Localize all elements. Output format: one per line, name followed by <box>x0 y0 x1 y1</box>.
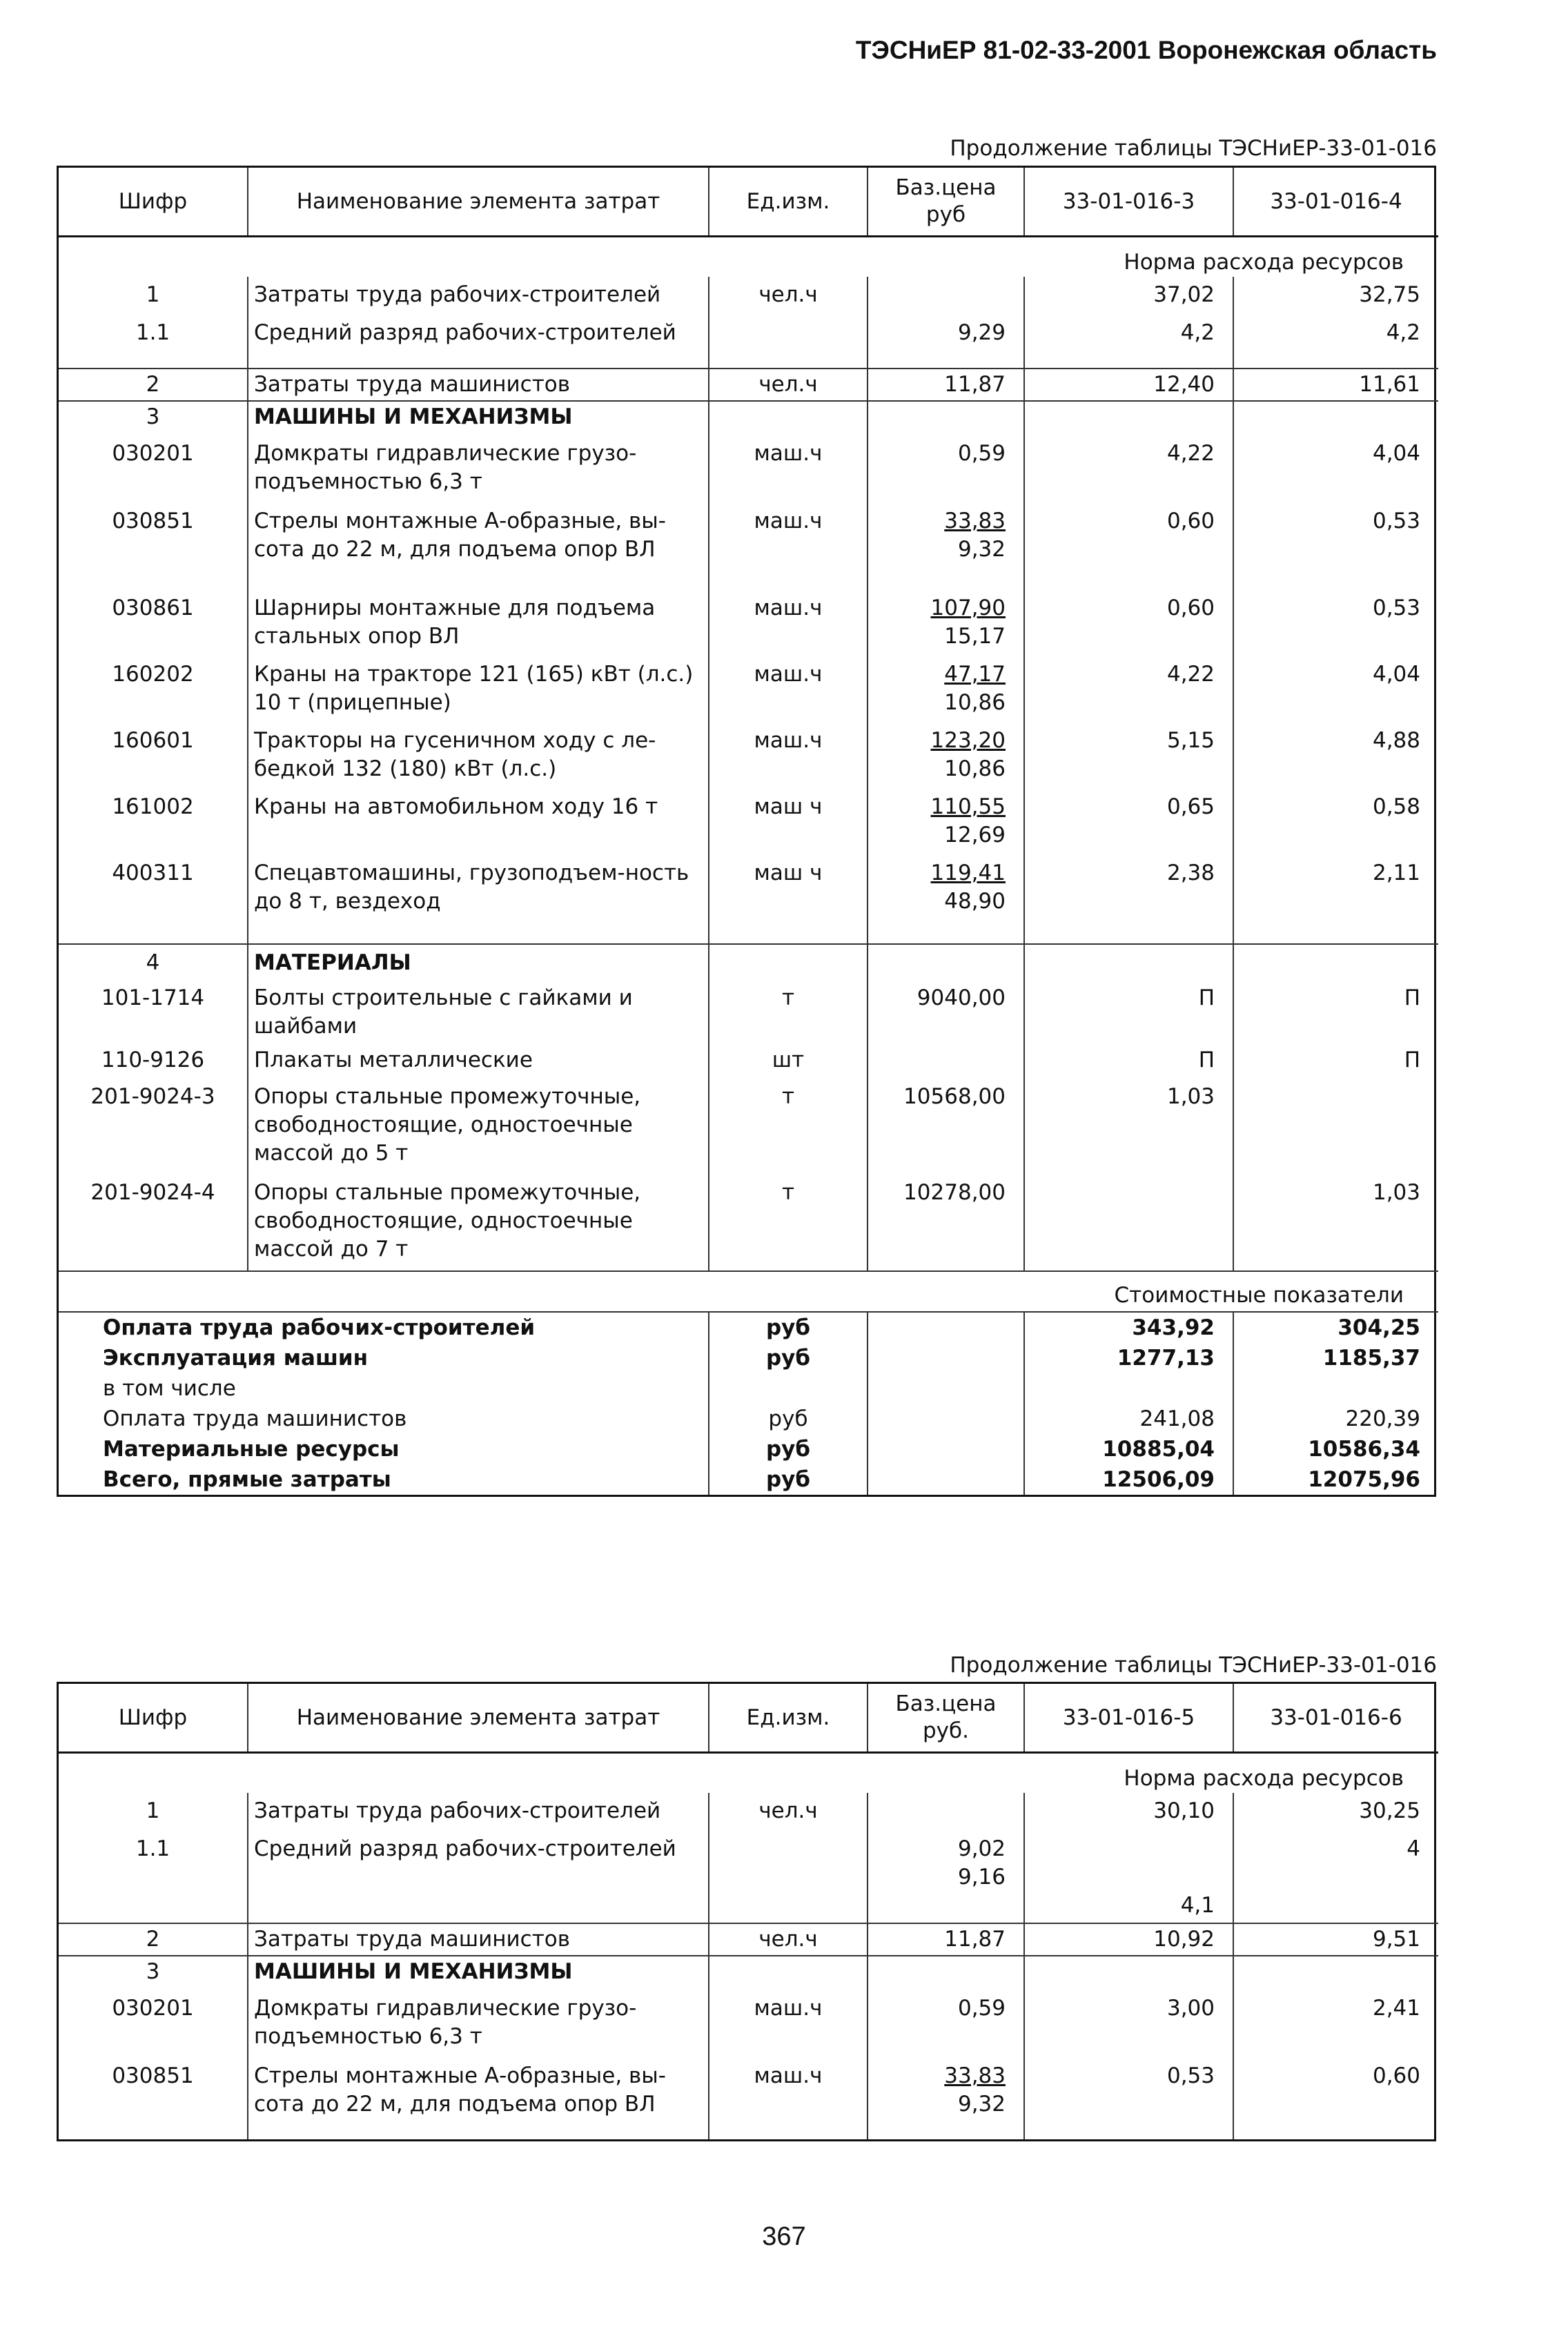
norm-band-label: Норма расхода ресурсов <box>1124 1766 1404 1791</box>
summary-row <box>59 1434 1438 1464</box>
row-price: 107,90 <box>930 596 1006 620</box>
row-code: 160601 <box>112 728 194 753</box>
row-name: Средний разряд рабочих-строителей <box>248 1827 709 1892</box>
row-unit: чел.ч <box>709 277 868 311</box>
row-name: Болты строительные с гайками и шайбами <box>248 980 709 1046</box>
col-a-header: 33-01-016-3 <box>1024 168 1233 237</box>
row-value-a: П <box>1024 980 1233 1046</box>
row-price-cell <box>868 727 1024 793</box>
cost-band-label: Стоимостные показатели <box>59 1271 1438 1312</box>
row-name: Домкраты гидравлические грузо-подъемностью 6,3 т <box>248 1989 709 2062</box>
row-code: 1 <box>146 1798 160 1823</box>
table-row <box>59 277 1438 311</box>
row-unit: маш.ч <box>709 434 868 507</box>
row-value-a: 4,1 <box>1024 1892 1233 1923</box>
row-price: 10278,00 <box>903 1180 1006 1205</box>
row-price: 119,41 <box>930 861 1006 885</box>
row-unit: чел.ч <box>709 369 868 401</box>
table-row <box>59 1989 1438 2062</box>
summary-value-a: 10885,04 <box>1024 1434 1233 1464</box>
summary-value-a: 12506,09 <box>1024 1464 1233 1495</box>
row-value-b: 0,53 <box>1233 594 1438 660</box>
row-unit <box>709 311 868 369</box>
row-name: МАШИНЫ И МЕХАНИЗМЫ <box>248 401 709 434</box>
row-name: Средний разряд рабочих-строителей <box>248 311 709 369</box>
row-name: Плакаты металлические <box>248 1046 709 1083</box>
summary-value-a: 1277,13 <box>1024 1343 1233 1373</box>
summary-value-b: 1185,37 <box>1233 1343 1438 1373</box>
row-price: 33,83 <box>944 2063 1006 2088</box>
row-value-a: 0,53 <box>1024 2062 1233 2139</box>
row-price-cell <box>868 1793 1024 1827</box>
row-code: 4 <box>59 944 248 980</box>
row-code: 160202 <box>112 662 194 687</box>
row-name: Затраты труда машинистов <box>248 369 709 401</box>
row-value-b <box>1233 1892 1438 1923</box>
row-value-a: П <box>1024 1046 1233 1083</box>
table-row <box>59 401 1438 434</box>
row-price: 10568,00 <box>903 1084 1006 1109</box>
row-code: 101-1714 <box>101 985 205 1010</box>
row-value-a: 0,60 <box>1024 594 1233 660</box>
summary-unit: руб <box>709 1312 868 1343</box>
table-row <box>59 1179 1438 1271</box>
table-row <box>59 311 1438 369</box>
row-price: 9,02 <box>957 1836 1006 1861</box>
row-value-b: 9,51 <box>1233 1923 1438 1956</box>
row-unit: маш.ч <box>709 727 868 793</box>
row-value-a: 10,92 <box>1024 1923 1233 1956</box>
row-unit <box>709 1892 868 1923</box>
row-value-b: П <box>1233 980 1438 1046</box>
row-unit <box>709 944 868 980</box>
row-price-cell <box>868 369 1024 401</box>
row-price-cell <box>868 1046 1024 1083</box>
summary-empty <box>868 1343 1024 1373</box>
row-code: 400311 <box>112 861 194 885</box>
cost-band-row <box>59 1271 1438 1312</box>
table-row <box>59 434 1438 507</box>
row-unit: чел.ч <box>709 1793 868 1827</box>
document-header: ТЭСНиЕР 81-02-33-2001 Воронежская область <box>855 36 1437 64</box>
row-price: 11,87 <box>944 1927 1006 1952</box>
row-value-a: 1,03 <box>1024 1083 1233 1179</box>
row-name: Тракторы на гусеничном ходу с ле-бедкой 132 (180) кВт (л.с.) <box>248 727 709 793</box>
row-value-a: 4,22 <box>1024 660 1233 727</box>
row-value-b <box>1233 401 1438 434</box>
table-caption: Продолжение таблицы ТЭСНиЕР-33-01-016 <box>950 136 1437 161</box>
row-price-secondary: 9,32 <box>957 2092 1006 2117</box>
row-code: 2 <box>59 1923 248 1956</box>
row-value-a <box>1024 1827 1233 1892</box>
row-price-secondary: 12,69 <box>944 823 1006 847</box>
row-name: Шарниры монтажные для подъема стальных опор ВЛ <box>248 594 709 660</box>
page-number: 367 <box>762 2222 806 2251</box>
row-value-b: 0,60 <box>1233 2062 1438 2139</box>
row-code: 201-9024-3 <box>90 1084 215 1109</box>
row-name: Домкраты гидравлические грузо-подъемностью 6,3 т <box>248 434 709 507</box>
row-price: 110,55 <box>930 794 1006 819</box>
table-header-row <box>59 1684 1438 1753</box>
table-caption-2: Продолжение таблицы ТЭСНиЕР-33-01-016 <box>950 1653 1437 1678</box>
summary-row <box>59 1464 1438 1495</box>
row-code: 030201 <box>112 441 194 466</box>
summary-label: Оплата труда рабочих-строителей <box>59 1312 709 1343</box>
row-code: 3 <box>59 401 248 434</box>
summary-row <box>59 1404 1438 1434</box>
row-code: 030851 <box>112 509 194 533</box>
row-price-cell <box>868 1956 1024 1989</box>
row-price-cell <box>868 277 1024 311</box>
row-value-a <box>1024 944 1233 980</box>
row-price-secondary: 15,17 <box>944 624 1006 649</box>
row-price: 0,59 <box>957 441 1006 466</box>
row-value-b: 32,75 <box>1233 277 1438 311</box>
table-row <box>59 980 1438 1046</box>
row-price-cell <box>868 859 1024 944</box>
row-value-b: 1,03 <box>1233 1179 1438 1271</box>
summary-unit <box>709 1373 868 1404</box>
row-name: Спецавтомашины, грузоподъем-ность до 8 т, вездеход <box>248 859 709 944</box>
summary-value-b: 220,39 <box>1233 1404 1438 1434</box>
row-value-b: П <box>1233 1046 1438 1083</box>
summary-value-b: 304,25 <box>1233 1312 1438 1343</box>
summary-empty <box>868 1434 1024 1464</box>
row-code: 030861 <box>112 596 194 620</box>
table-row <box>59 1793 1438 1827</box>
resource-table-1 <box>57 166 1436 1497</box>
col-b-header: 33-01-016-4 <box>1233 168 1438 237</box>
row-price-cell <box>868 1827 1024 1892</box>
summary-empty <box>868 1312 1024 1343</box>
row-price: 9,29 <box>957 320 1006 345</box>
row-price-cell <box>868 1923 1024 1956</box>
row-value-b: 30,25 <box>1233 1793 1438 1827</box>
row-unit: маш.ч <box>709 660 868 727</box>
norm-band-label: Норма расхода ресурсов <box>1124 250 1404 275</box>
row-value-b: 4,04 <box>1233 434 1438 507</box>
summary-value-b <box>1233 1373 1438 1404</box>
table-row <box>59 1083 1438 1179</box>
row-value-b: 0,53 <box>1233 507 1438 594</box>
row-price: 9040,00 <box>917 985 1006 1010</box>
row-unit <box>709 1956 868 1989</box>
summary-label: в том числе <box>103 1376 236 1401</box>
row-name: Затраты труда машинистов <box>248 1923 709 1956</box>
row-price-cell <box>868 793 1024 859</box>
table-row <box>59 727 1438 793</box>
table-row <box>59 507 1438 594</box>
row-unit: т <box>709 980 868 1046</box>
resource-table-2 <box>57 1682 1436 2141</box>
summary-unit: руб <box>709 1464 868 1495</box>
row-value-a: 5,15 <box>1024 727 1233 793</box>
col-code-header: Шифр <box>59 1684 248 1753</box>
row-price-cell <box>868 2062 1024 2139</box>
table-row <box>59 594 1438 660</box>
col-a-header: 33-01-016-5 <box>1024 1684 1233 1753</box>
row-value-a: 0,60 <box>1024 507 1233 594</box>
table-row <box>59 1956 1438 1989</box>
row-code: 161002 <box>112 794 194 819</box>
row-name: МАШИНЫ И МЕХАНИЗМЫ <box>248 1956 709 1989</box>
row-price-cell <box>868 507 1024 594</box>
row-price-secondary: 48,90 <box>944 889 1006 914</box>
row-price-secondary: 9,16 <box>957 1865 1006 1890</box>
table-row <box>59 660 1438 727</box>
row-price-cell <box>868 1179 1024 1271</box>
row-value-a <box>1024 1956 1233 1989</box>
row-value-a: 30,10 <box>1024 1793 1233 1827</box>
row-unit <box>709 1827 868 1892</box>
row-value-b: 4,2 <box>1233 311 1438 369</box>
row-value-a <box>1024 401 1233 434</box>
norm-band-row <box>59 237 1438 277</box>
summary-empty <box>868 1464 1024 1495</box>
row-code: 110-9126 <box>101 1048 205 1072</box>
row-name: Опоры стальные промежуточные, свободностоящие, одностоечные массой до 5 т <box>248 1083 709 1179</box>
summary-value-a <box>1024 1373 1233 1404</box>
row-price: 123,20 <box>930 728 1006 753</box>
col-b-header: 33-01-016-6 <box>1233 1684 1438 1753</box>
summary-unit: руб <box>709 1434 868 1464</box>
row-name: Затраты труда рабочих-строителей <box>248 277 709 311</box>
row-name: Краны на тракторе 121 (165) кВт (л.с.) 10 т (прицепные) <box>248 660 709 727</box>
row-value-b: 2,41 <box>1233 1989 1438 2062</box>
summary-unit: руб <box>709 1343 868 1373</box>
table-row <box>59 1892 1438 1923</box>
row-value-a: 2,38 <box>1024 859 1233 944</box>
row-value-b: 11,61 <box>1233 369 1438 401</box>
row-code: 2 <box>59 369 248 401</box>
col-unit-header: Ед.изм. <box>709 168 868 237</box>
row-value-a: 37,02 <box>1024 277 1233 311</box>
table-row <box>59 793 1438 859</box>
table-row <box>59 859 1438 944</box>
row-name: Опоры стальные промежуточные, свободностоящие, одностоечные массой до 7 т <box>248 1179 709 1271</box>
row-unit: чел.ч <box>709 1923 868 1956</box>
row-price: 33,83 <box>944 509 1006 533</box>
row-value-b: 2,11 <box>1233 859 1438 944</box>
table-header-row <box>59 168 1438 237</box>
row-name: Стрелы монтажные А-образные, вы-сота до 22 м, для подъема опор ВЛ <box>248 507 709 594</box>
row-value-b <box>1233 1956 1438 1989</box>
row-price-cell <box>868 944 1024 980</box>
row-code: 1 <box>146 282 160 307</box>
row-name: Затраты труда рабочих-строителей <box>248 1793 709 1827</box>
row-unit: т <box>709 1179 868 1271</box>
row-value-b: 0,58 <box>1233 793 1438 859</box>
row-price: 0,59 <box>957 1996 1006 2021</box>
row-value-b <box>1233 1083 1438 1179</box>
row-price-secondary: 10,86 <box>944 690 1006 715</box>
row-name <box>248 1892 709 1923</box>
row-unit: т <box>709 1083 868 1179</box>
row-value-b: 4 <box>1233 1827 1438 1892</box>
summary-value-a: 241,08 <box>1024 1404 1233 1434</box>
row-value-b: 4,88 <box>1233 727 1438 793</box>
summary-value-b: 10586,34 <box>1233 1434 1438 1464</box>
col-price-header: Баз.цена руб <box>868 168 1024 237</box>
row-value-a <box>1024 1179 1233 1271</box>
row-code: 030851 <box>112 2063 194 2088</box>
summary-row <box>59 1343 1438 1373</box>
summary-label: Всего, прямые затраты <box>103 1467 391 1492</box>
row-unit: маш ч <box>709 793 868 859</box>
row-value-a: 4,22 <box>1024 434 1233 507</box>
summary-unit: руб <box>709 1404 868 1434</box>
summary-label: Эксплуатация машин <box>103 1346 369 1371</box>
norm-band-row <box>59 1753 1438 1794</box>
col-name-header: Наименование элемента затрат <box>248 1684 709 1753</box>
row-price-secondary: 9,32 <box>957 537 1006 562</box>
table-row <box>59 369 1438 401</box>
summary-value-b: 12075,96 <box>1233 1464 1438 1495</box>
col-code-header: Шифр <box>59 168 248 237</box>
row-value-a: 12,40 <box>1024 369 1233 401</box>
row-price-cell <box>868 1892 1024 1923</box>
summary-row <box>59 1312 1438 1343</box>
row-unit: шт <box>709 1046 868 1083</box>
row-unit <box>709 401 868 434</box>
row-code: 3 <box>59 1956 248 1989</box>
row-unit: маш.ч <box>709 2062 868 2139</box>
row-price: 47,17 <box>944 662 1006 687</box>
row-unit: маш.ч <box>709 594 868 660</box>
table-row <box>59 1923 1438 1956</box>
row-value-a: 3,00 <box>1024 1989 1233 2062</box>
row-code: 030201 <box>112 1996 194 2021</box>
row-price: 11,87 <box>944 372 1006 397</box>
row-price-cell <box>868 1083 1024 1179</box>
summary-empty <box>868 1373 1024 1404</box>
table-row <box>59 1046 1438 1083</box>
row-name: Краны на автомобильном ходу 16 т <box>248 793 709 859</box>
row-unit: маш.ч <box>709 507 868 594</box>
summary-label: Материальные ресурсы <box>103 1437 400 1462</box>
row-price-cell <box>868 660 1024 727</box>
row-price-cell <box>868 401 1024 434</box>
row-name: МАТЕРИАЛЫ <box>248 944 709 980</box>
summary-row <box>59 1373 1438 1404</box>
row-price-cell <box>868 434 1024 507</box>
row-name: Стрелы монтажные А-образные, вы-сота до 22 м, для подъема опор ВЛ <box>248 2062 709 2139</box>
table-row <box>59 1827 1438 1892</box>
row-value-b: 4,04 <box>1233 660 1438 727</box>
row-code: 201-9024-4 <box>90 1180 215 1205</box>
row-code: 1.1 <box>135 320 170 345</box>
table-row <box>59 2062 1438 2139</box>
row-price-secondary: 10,86 <box>944 756 1006 781</box>
row-price-cell <box>868 1989 1024 2062</box>
row-price-cell <box>868 980 1024 1046</box>
row-price-cell <box>868 594 1024 660</box>
row-code: 1.1 <box>135 1836 170 1861</box>
summary-empty <box>868 1404 1024 1434</box>
row-value-a: 0,65 <box>1024 793 1233 859</box>
table-row <box>59 944 1438 980</box>
col-unit-header: Ед.изм. <box>709 1684 868 1753</box>
row-value-b <box>1233 944 1438 980</box>
row-unit: маш.ч <box>709 1989 868 2062</box>
row-code <box>59 1892 248 1923</box>
row-value-a: 4,2 <box>1024 311 1233 369</box>
row-unit: маш ч <box>709 859 868 944</box>
summary-label: Оплата труда машинистов <box>103 1406 407 1431</box>
col-name-header: Наименование элемента затрат <box>248 168 709 237</box>
row-price-cell <box>868 311 1024 369</box>
summary-value-a: 343,92 <box>1024 1312 1233 1343</box>
col-price-header: Баз.цена руб. <box>868 1684 1024 1753</box>
